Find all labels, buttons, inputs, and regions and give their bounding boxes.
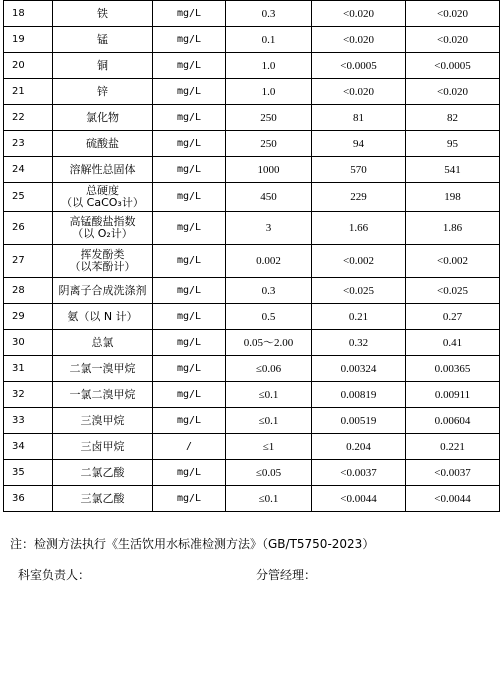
result-2-cell: 0.27 xyxy=(406,304,500,330)
row-number-cell: 23 xyxy=(4,131,53,157)
row-number-cell: 25 xyxy=(4,183,53,212)
item-name: 三氯乙酸 xyxy=(80,491,125,505)
manager-signature-label: 分管经理： xyxy=(256,568,317,582)
item-name-cell xyxy=(53,434,153,460)
table-row xyxy=(4,408,500,434)
unit-cell: mg/L xyxy=(153,408,226,434)
result-2-cell: 95 xyxy=(406,131,500,157)
item-name: 高锰酸盐指数 xyxy=(69,215,136,228)
row-number-cell: 26 xyxy=(4,212,53,245)
unit-cell: mg/L xyxy=(153,1,226,27)
standard-limit-cell: 0.002 xyxy=(226,245,312,278)
result-1-cell: <0.0044 xyxy=(312,486,406,512)
item-name: 氨（以 N 计） xyxy=(67,309,138,323)
table-row xyxy=(4,330,500,356)
result-1-cell: <0.020 xyxy=(312,27,406,53)
result-1-cell: <0.025 xyxy=(312,278,406,304)
unit-cell: mg/L xyxy=(153,131,226,157)
table-row xyxy=(4,27,500,53)
item-name-cell xyxy=(53,408,153,434)
result-1-cell: <0.020 xyxy=(312,1,406,27)
item-name-basis: （以 O₂计） xyxy=(72,227,133,240)
unit-cell: mg/L xyxy=(153,105,226,131)
standard-limit-cell: 1.0 xyxy=(226,53,312,79)
result-2-cell: <0.002 xyxy=(406,245,500,278)
table-body xyxy=(4,1,500,512)
result-2-cell: <0.025 xyxy=(406,278,500,304)
item-name-cell xyxy=(53,1,153,27)
item-name-cell xyxy=(53,27,153,53)
row-number-cell: 21 xyxy=(4,79,53,105)
result-2-cell: 0.221 xyxy=(406,434,500,460)
standard-limit-cell: ≤0.1 xyxy=(226,382,312,408)
table-row xyxy=(4,460,500,486)
standard-limit-cell: 0.1 xyxy=(226,27,312,53)
item-name-basis: （以苯酚计） xyxy=(69,260,136,273)
result-2-cell: 0.41 xyxy=(406,330,500,356)
item-name-cell xyxy=(53,382,153,408)
result-2-cell: <0.020 xyxy=(406,79,500,105)
standard-limit-cell: 1.0 xyxy=(226,79,312,105)
unit-cell: mg/L xyxy=(153,157,226,183)
result-2-cell: <0.0044 xyxy=(406,486,500,512)
standard-limit-cell: 450 xyxy=(226,183,312,212)
result-1-cell: 81 xyxy=(312,105,406,131)
unit-cell: mg/L xyxy=(153,356,226,382)
row-number-cell: 35 xyxy=(4,460,53,486)
item-name: 二氯乙酸 xyxy=(80,465,125,479)
table-row xyxy=(4,434,500,460)
table-row xyxy=(4,304,500,330)
result-1-cell: 0.204 xyxy=(312,434,406,460)
table-row xyxy=(4,157,500,183)
item-name: 溶解性总固体 xyxy=(69,162,136,176)
item-name: 总硬度 xyxy=(86,184,119,197)
item-name-cell xyxy=(53,486,153,512)
item-name-basis: （以 CaCO₃计） xyxy=(61,196,144,209)
table-row xyxy=(4,105,500,131)
unit-cell: mg/L xyxy=(153,304,226,330)
table-row xyxy=(4,131,500,157)
row-number-cell: 27 xyxy=(4,245,53,278)
item-name-cell xyxy=(53,330,153,356)
result-1-cell: 0.00819 xyxy=(312,382,406,408)
item-name: 挥发酚类 xyxy=(80,248,125,261)
item-name-cell xyxy=(53,304,153,330)
result-2-cell: 541 xyxy=(406,157,500,183)
result-2-cell: <0.020 xyxy=(406,27,500,53)
unit-cell: mg/L xyxy=(153,27,226,53)
table-row xyxy=(4,356,500,382)
row-number-cell: 18 xyxy=(4,1,53,27)
item-name-cell xyxy=(53,278,153,304)
result-1-cell: 0.00324 xyxy=(312,356,406,382)
result-1-cell: 0.32 xyxy=(312,330,406,356)
result-1-cell: <0.0005 xyxy=(312,53,406,79)
result-1-cell: 0.00519 xyxy=(312,408,406,434)
table-row xyxy=(4,212,500,245)
standard-limit-cell: ≤1 xyxy=(226,434,312,460)
unit-cell: mg/L xyxy=(153,382,226,408)
standard-limit-cell: 250 xyxy=(226,131,312,157)
row-number-cell: 28 xyxy=(4,278,53,304)
standard-limit-cell: 1000 xyxy=(226,157,312,183)
row-number-cell: 24 xyxy=(4,157,53,183)
result-1-cell: <0.0037 xyxy=(312,460,406,486)
item-name: 三卤甲烷 xyxy=(80,439,125,453)
result-1-cell: 0.21 xyxy=(312,304,406,330)
item-name: 一氯二溴甲烷 xyxy=(69,387,136,401)
row-number-cell: 20 xyxy=(4,53,53,79)
item-name-cell xyxy=(53,460,153,486)
unit-cell: mg/L xyxy=(153,460,226,486)
unit-cell: mg/L xyxy=(153,53,226,79)
standard-limit-cell: 3 xyxy=(226,212,312,245)
table-row xyxy=(4,183,500,212)
item-name-cell xyxy=(53,105,153,131)
item-name: 铜 xyxy=(97,58,108,72)
result-1-cell: <0.002 xyxy=(312,245,406,278)
row-number-cell: 31 xyxy=(4,356,53,382)
item-name: 总氯 xyxy=(91,335,114,349)
standard-limit-cell: 250 xyxy=(226,105,312,131)
row-number-cell: 22 xyxy=(4,105,53,131)
item-name-cell xyxy=(53,245,153,278)
item-name: 阴离子合成洗涤剂 xyxy=(58,283,147,297)
unit-cell: mg/L xyxy=(153,278,226,304)
table-row xyxy=(4,79,500,105)
item-name: 锌 xyxy=(97,84,108,98)
standard-limit-cell: ≤0.06 xyxy=(226,356,312,382)
row-number-cell: 32 xyxy=(4,382,53,408)
item-name: 锰 xyxy=(97,32,108,46)
row-number-cell: 29 xyxy=(4,304,53,330)
unit-cell: mg/L xyxy=(153,183,226,212)
item-name: 铁 xyxy=(97,6,108,20)
result-2-cell: 82 xyxy=(406,105,500,131)
result-2-cell: 198 xyxy=(406,183,500,212)
standard-limit-cell: ≤0.05 xyxy=(226,460,312,486)
item-name: 三溴甲烷 xyxy=(80,413,125,427)
unit-cell: mg/L xyxy=(153,486,226,512)
item-name-cell xyxy=(53,131,153,157)
standard-limit-cell: 0.5 xyxy=(226,304,312,330)
table-row xyxy=(4,486,500,512)
unit-cell: mg/L xyxy=(153,330,226,356)
result-2-cell: 1.86 xyxy=(406,212,500,245)
standard-limit-cell: 0.3 xyxy=(226,1,312,27)
item-name-cell xyxy=(53,157,153,183)
result-2-cell: <0.020 xyxy=(406,1,500,27)
item-name: 氯化物 xyxy=(86,110,119,124)
table-row xyxy=(4,278,500,304)
result-2-cell: 0.00365 xyxy=(406,356,500,382)
item-name-cell xyxy=(53,53,153,79)
unit-cell: mg/L xyxy=(153,212,226,245)
result-2-cell: <0.0005 xyxy=(406,53,500,79)
result-1-cell: 1.66 xyxy=(312,212,406,245)
standard-limit-cell: ≤0.1 xyxy=(226,486,312,512)
result-1-cell: <0.020 xyxy=(312,79,406,105)
item-name-cell xyxy=(53,79,153,105)
standard-limit-cell: ≤0.1 xyxy=(226,408,312,434)
row-number-cell: 36 xyxy=(4,486,53,512)
unit-cell: / xyxy=(153,434,226,460)
method-note: 注：检测方法执行《生活饮用水标准检测方法》（GB/T5750-2023） xyxy=(10,537,375,551)
item-name-cell xyxy=(53,356,153,382)
item-name-cell xyxy=(53,212,153,245)
water-quality-table xyxy=(3,0,500,512)
item-name: 硫酸盐 xyxy=(86,136,119,150)
result-1-cell: 570 xyxy=(312,157,406,183)
row-number-cell: 34 xyxy=(4,434,53,460)
result-2-cell: 0.00604 xyxy=(406,408,500,434)
result-1-cell: 229 xyxy=(312,183,406,212)
unit-cell: mg/L xyxy=(153,79,226,105)
table-row xyxy=(4,1,500,27)
row-number-cell: 19 xyxy=(4,27,53,53)
row-number-cell: 33 xyxy=(4,408,53,434)
standard-limit-cell: 0.3 xyxy=(226,278,312,304)
lab-head-signature-label: 科室负责人： xyxy=(18,568,91,582)
standard-limit-cell: 0.05～2.00 xyxy=(226,330,312,356)
result-2-cell: 0.00911 xyxy=(406,382,500,408)
table-row xyxy=(4,245,500,278)
table-row xyxy=(4,382,500,408)
item-name-cell xyxy=(53,183,153,212)
result-2-cell: <0.0037 xyxy=(406,460,500,486)
row-number-cell: 30 xyxy=(4,330,53,356)
table-row xyxy=(4,53,500,79)
item-name: 二氯一溴甲烷 xyxy=(69,361,136,375)
result-1-cell: 94 xyxy=(312,131,406,157)
unit-cell: mg/L xyxy=(153,245,226,278)
